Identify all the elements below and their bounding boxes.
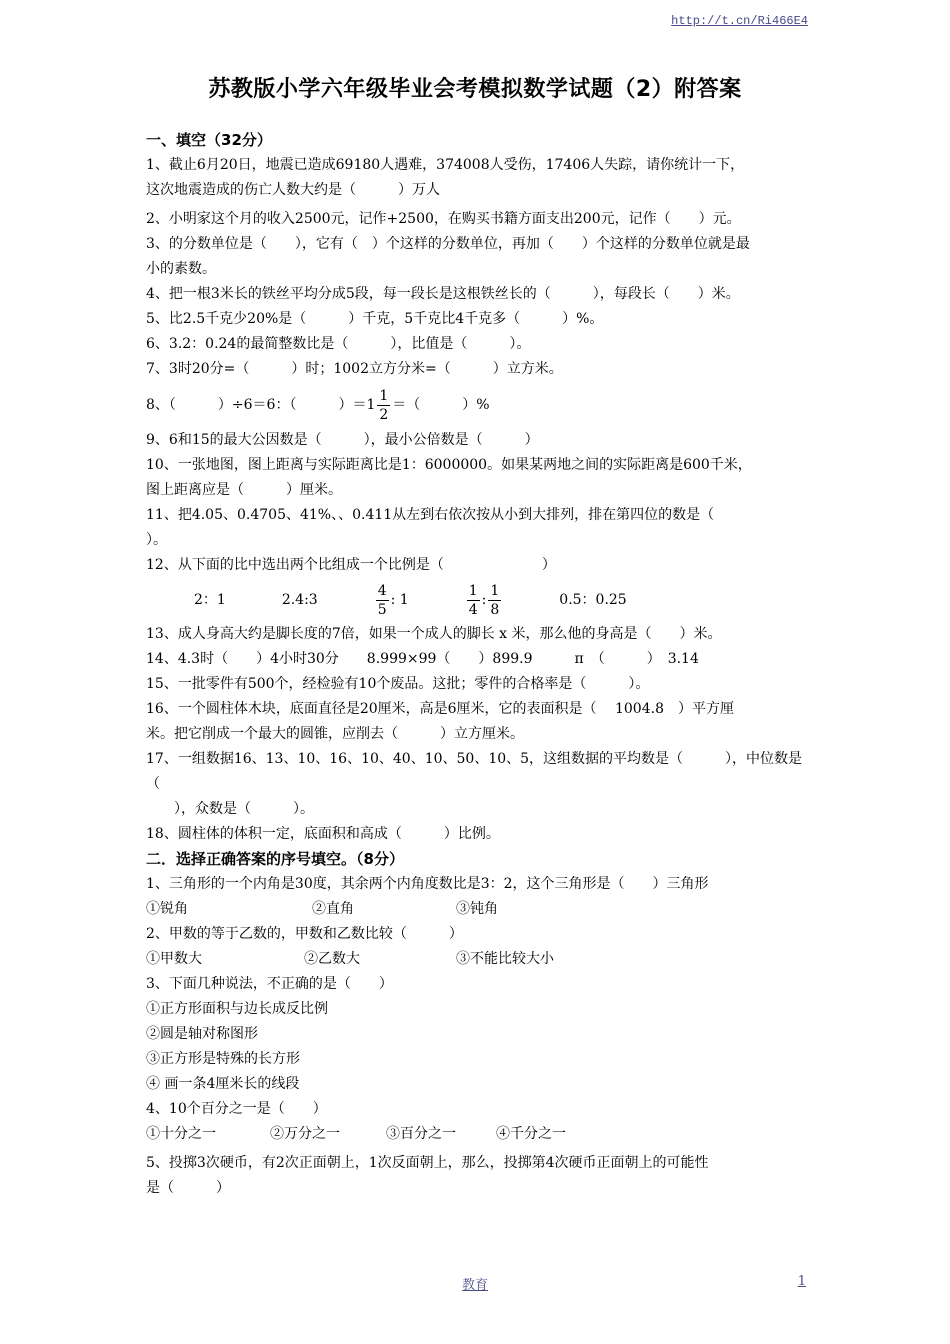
ratio-option-4b-numerator: 1 bbox=[490, 582, 500, 599]
question-16-line2: 米。把它削成一个最大的圆锥，应削去（ ）立方厘米。 bbox=[146, 726, 524, 742]
question-13: 13、成人身高大约是脚长度的7倍，如果一个成人的脚长 x 米，那么他的身高是（ ）米。 bbox=[146, 626, 722, 642]
exam-content bbox=[146, 128, 810, 1201]
ratio-option-3-fraction bbox=[376, 582, 389, 619]
choice-1-option-a: ①锐角 bbox=[146, 901, 188, 917]
page-title: 苏教版小学六年级毕业会考模拟数学试题（2）附答案 bbox=[208, 77, 742, 102]
ratio-option-4 bbox=[465, 582, 504, 619]
ratio-option-4-colon: : bbox=[481, 591, 487, 608]
choice-4-options bbox=[146, 1122, 810, 1147]
choice-4-option-c: ③百分之一 bbox=[386, 1126, 456, 1142]
ratio-option-3 bbox=[374, 582, 409, 619]
choice-1-option-b: ②直角 bbox=[312, 901, 354, 917]
choice-4-option-a: ①十分之一 bbox=[146, 1126, 216, 1142]
choice-2-option-a: ①甲数大 bbox=[146, 951, 202, 967]
choice-1-options bbox=[146, 897, 810, 922]
question-10-line2: 图上距离应是（ ）厘米。 bbox=[146, 482, 342, 498]
choice-4-option-b: ②万分之一 bbox=[270, 1126, 340, 1142]
ratio-option-5: 0.5：0.25 bbox=[559, 591, 627, 608]
header-url-link[interactable]: http://t.cn/Ri466E4 bbox=[671, 14, 808, 28]
question-4: 4、把一根3米长的铁丝平均分成5段，每一段长是这根铁丝长的（ ），每段长（ ）米。 bbox=[146, 286, 740, 302]
ratio-option-4-fraction-a bbox=[467, 582, 480, 619]
question-9: 9、6和15的最大公因数是（ ），最小公倍数是（ ） bbox=[146, 432, 539, 448]
ratio-option-1: 2：1 bbox=[194, 591, 226, 608]
question-5: 5、比2.5千克少20%是（ ）千克，5千克比4千克多（ ）%。 bbox=[146, 311, 604, 327]
question-7: 7、3时20分=（ ）时；1002立方分米=（ ）立方米。 bbox=[146, 361, 563, 377]
choice-3-option-c: ③正方形是特殊的长方形 bbox=[146, 1051, 300, 1067]
ratio-option-4-fraction-b bbox=[488, 582, 501, 619]
choice-2-option-c: ③不能比较大小 bbox=[456, 951, 554, 967]
choice-3-option-a: ①正方形面积与边长成反比例 bbox=[146, 1001, 328, 1017]
choice-3: 3、下面几种说法，不正确的是（ ） bbox=[146, 976, 393, 992]
choice-2-options bbox=[146, 947, 810, 972]
question-8-suffix: ＝（ ）% bbox=[392, 396, 490, 413]
ratio-option-4a-denominator: 4 bbox=[468, 601, 478, 618]
footer-link[interactable]: 教育 bbox=[461, 1278, 488, 1293]
question-12-options bbox=[146, 578, 810, 622]
question-8-prefix: 8、（ ）÷6＝6：（ ）＝1 bbox=[146, 396, 376, 413]
ratio-option-4b-denominator: 8 bbox=[490, 601, 500, 618]
choice-3-option-d: ④ 画一条4厘米长的线段 bbox=[146, 1076, 300, 1092]
question-1-line2: 这次地震造成的伤亡人数大约是（ ）万人 bbox=[146, 182, 440, 198]
choice-1-option-c: ③钝角 bbox=[456, 901, 498, 917]
question-17-line2: ），众数是（ ）。 bbox=[146, 801, 314, 817]
question-18: 18、圆柱体的体积一定，底面积和高成（ ）比例。 bbox=[146, 826, 500, 842]
question-16-line1: 16、一个圆柱体木块，底面直径是20厘米，高是6厘米，它的表面积是（ 1004.8 ）平方厘 bbox=[146, 701, 734, 717]
question-2: 2、小明家这个月的收入2500元，记作+2500，在购买书籍方面支出200元，记作（ ）元。 bbox=[146, 211, 741, 227]
question-6: 6、3.2：0.24的最简整数比是（ ），比值是（ ）。 bbox=[146, 336, 531, 352]
question-8-denominator: 2 bbox=[379, 406, 389, 423]
question-8 bbox=[146, 382, 810, 428]
question-11-line1: 11、把4.05、0.4705、41%、、0.411从左到右依次按从小到大排列，排在第四位的数是（ bbox=[146, 507, 715, 523]
question-3-line1: 3、的分数单位是（ ），它有（ ）个这样的分数单位，再加（ ）个这样的分数单位就是最 bbox=[146, 236, 750, 252]
choice-4: 4、10个百分之一是（ ） bbox=[146, 1101, 327, 1117]
question-17-line1: 17、一组数据16、13、10、16、10、40、10、50、10、5，这组数据的平均数是（ ），中位数是（ bbox=[146, 751, 803, 792]
section2-heading: 二．选择正确答案的序号填空。（8分） bbox=[146, 850, 404, 868]
question-8-numerator: 1 bbox=[379, 387, 389, 404]
ratio-option-3-denominator: 5 bbox=[377, 601, 387, 618]
ratio-option-4a-numerator: 1 bbox=[468, 582, 478, 599]
section1-heading: 一、填空（32分） bbox=[146, 131, 272, 149]
question-12: 12、从下面的比中选出两个比组成一个比例是（ ） bbox=[146, 557, 556, 573]
choice-1: 1、三角形的一个内角是30度，其余两个内角度数比是3：2，这个三角形是（ ）三角形 bbox=[146, 876, 709, 892]
choice-3-option-b: ②圆是轴对称图形 bbox=[146, 1026, 258, 1042]
question-1-line1: 1、截止6月20日，地震已造成69180人遇难，374008人受伤，17406人失踪，请你统计一下， bbox=[146, 157, 745, 173]
choice-5-line2: 是（ ） bbox=[146, 1180, 230, 1196]
page-number: 1 bbox=[797, 1274, 806, 1289]
question-10-line1: 10、一张地图，图上距离与实际距离比是1：6000000。如果某两地之间的实际距离是600千米， bbox=[146, 457, 752, 473]
choice-2-option-b: ②乙数大 bbox=[304, 951, 360, 967]
choice-5-line1: 5、投掷3次硬币，有2次正面朝上，1次反面朝上，那么，投掷第4次硬币正面朝上的可能性 bbox=[146, 1155, 709, 1171]
question-11-line2: ）。 bbox=[146, 532, 167, 548]
ratio-option-3-numerator: 4 bbox=[377, 582, 387, 599]
question-14: 14、4.3时（ ）4小时30分 8.999×99（ ）899.9 π （ ） 3.14 bbox=[146, 651, 699, 667]
choice-4-option-d: ④千分之一 bbox=[496, 1126, 566, 1142]
choice-2: 2、甲数的等于乙数的，甲数和乙数比较（ ） bbox=[146, 926, 463, 942]
ratio-option-3-rest: : 1 bbox=[390, 591, 409, 608]
question-8-fraction bbox=[377, 387, 390, 424]
question-15: 15、一批零件有500个，经检验有10个废品。这批；零件的合格率是（ ）。 bbox=[146, 676, 650, 692]
question-3-line2: 小的素数。 bbox=[146, 261, 216, 277]
ratio-option-2: 2.4:3 bbox=[281, 591, 318, 608]
